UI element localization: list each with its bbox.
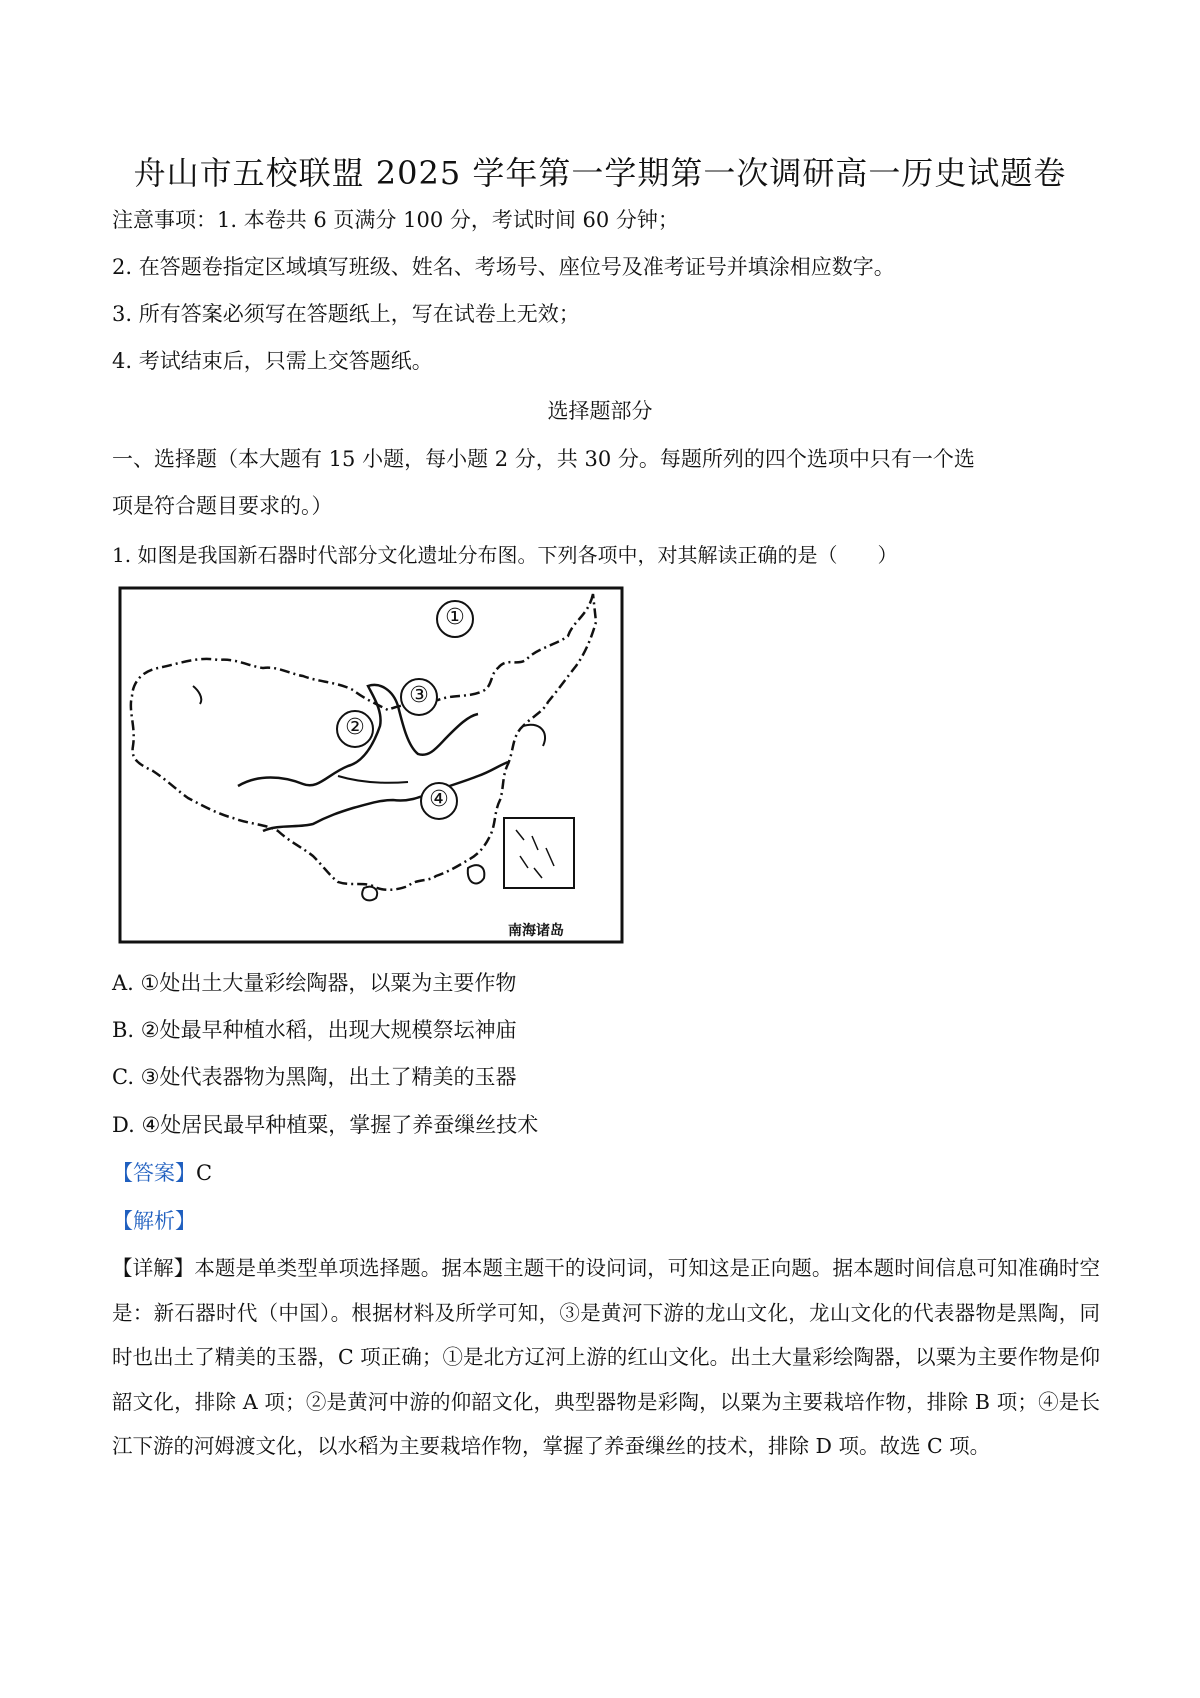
answer-label: 【答案】 [112, 1161, 196, 1185]
page-title: 舟山市五校联盟 2025 学年第一学期第一次调研高一历史试题卷 [133, 154, 1067, 192]
site-marker-2: ② [336, 710, 374, 748]
question-stem: 1. 如图是我国新石器时代部分文化遗址分布图。下列各项中，对其解读正确的是（ ） [112, 543, 898, 567]
option-c: C. ③处代表器物为黑陶，出土了精美的玉器 [112, 1065, 517, 1089]
site-marker-4: ④ [420, 782, 458, 820]
note-3: 3. 所有答案必须写在答题纸上，写在试卷上无效； [112, 302, 580, 326]
analysis-label: 【解析】 [112, 1209, 196, 1233]
detail-text: 本题是单类型单项选择题。据本题主题干的设问词，可知这是正向题。据本题时间信息可知准确时空是：新石器时代（中国）。根据材料及所学可知，③是黄河下游的龙山文化，龙山文化的代表器物是黑陶，同时也出土了精美的玉器，C 项正确；①是北方辽河上游的红山文化。出土大量彩绘陶器，以粟为主要作物是仰韶文化，排除 A 项；②是黄河中游的仰韶文化，典型器物是彩陶，以粟为主要栽培作物，排除 B 项；④是长江下游的河姆渡文化，以水稻为主要栽培作物，掌握了养蚕缫丝的技术，排除 D 项。故选 C 项。 [112, 1256, 1101, 1458]
part-header-line1: 一、选择题（本大题有 15 小题，每小题 2 分，共 30 分。每题所列的四个选项中只有一个选 [112, 447, 975, 471]
site-marker-3: ③ [400, 678, 438, 716]
inset-label: 南海诸岛 [506, 920, 566, 940]
part-header-line2: 项是符合题目要求的。） [112, 494, 333, 518]
option-a: A. ①处出土大量彩绘陶器，以粟为主要作物 [112, 971, 517, 995]
detail-label: 【详解】 [112, 1256, 195, 1280]
analysis-line [112, 1206, 196, 1236]
note-1: 注意事项：1. 本卷共 6 页满分 100 分，考试时间 60 分钟； [112, 208, 679, 232]
neolithic-sites-map [118, 586, 626, 946]
option-b: B. ②处最早种植水稻，出现大规模祭坛神庙 [112, 1018, 517, 1042]
note-4: 4. 考试结束后，只需上交答题纸。 [112, 349, 433, 373]
section-title: 选择题部分 [547, 399, 653, 423]
answer-value: C [196, 1161, 213, 1185]
note-2: 2. 在答题卷指定区域填写班级、姓名、考场号、座位号及准考证号并填涂相应数字。 [112, 255, 895, 279]
answer-line [112, 1158, 212, 1188]
option-d: D. ④处居民最早种植粟，掌握了养蚕缫丝技术 [112, 1113, 539, 1137]
site-marker-1: ① [436, 600, 474, 638]
detail-paragraph [112, 1246, 1100, 1469]
